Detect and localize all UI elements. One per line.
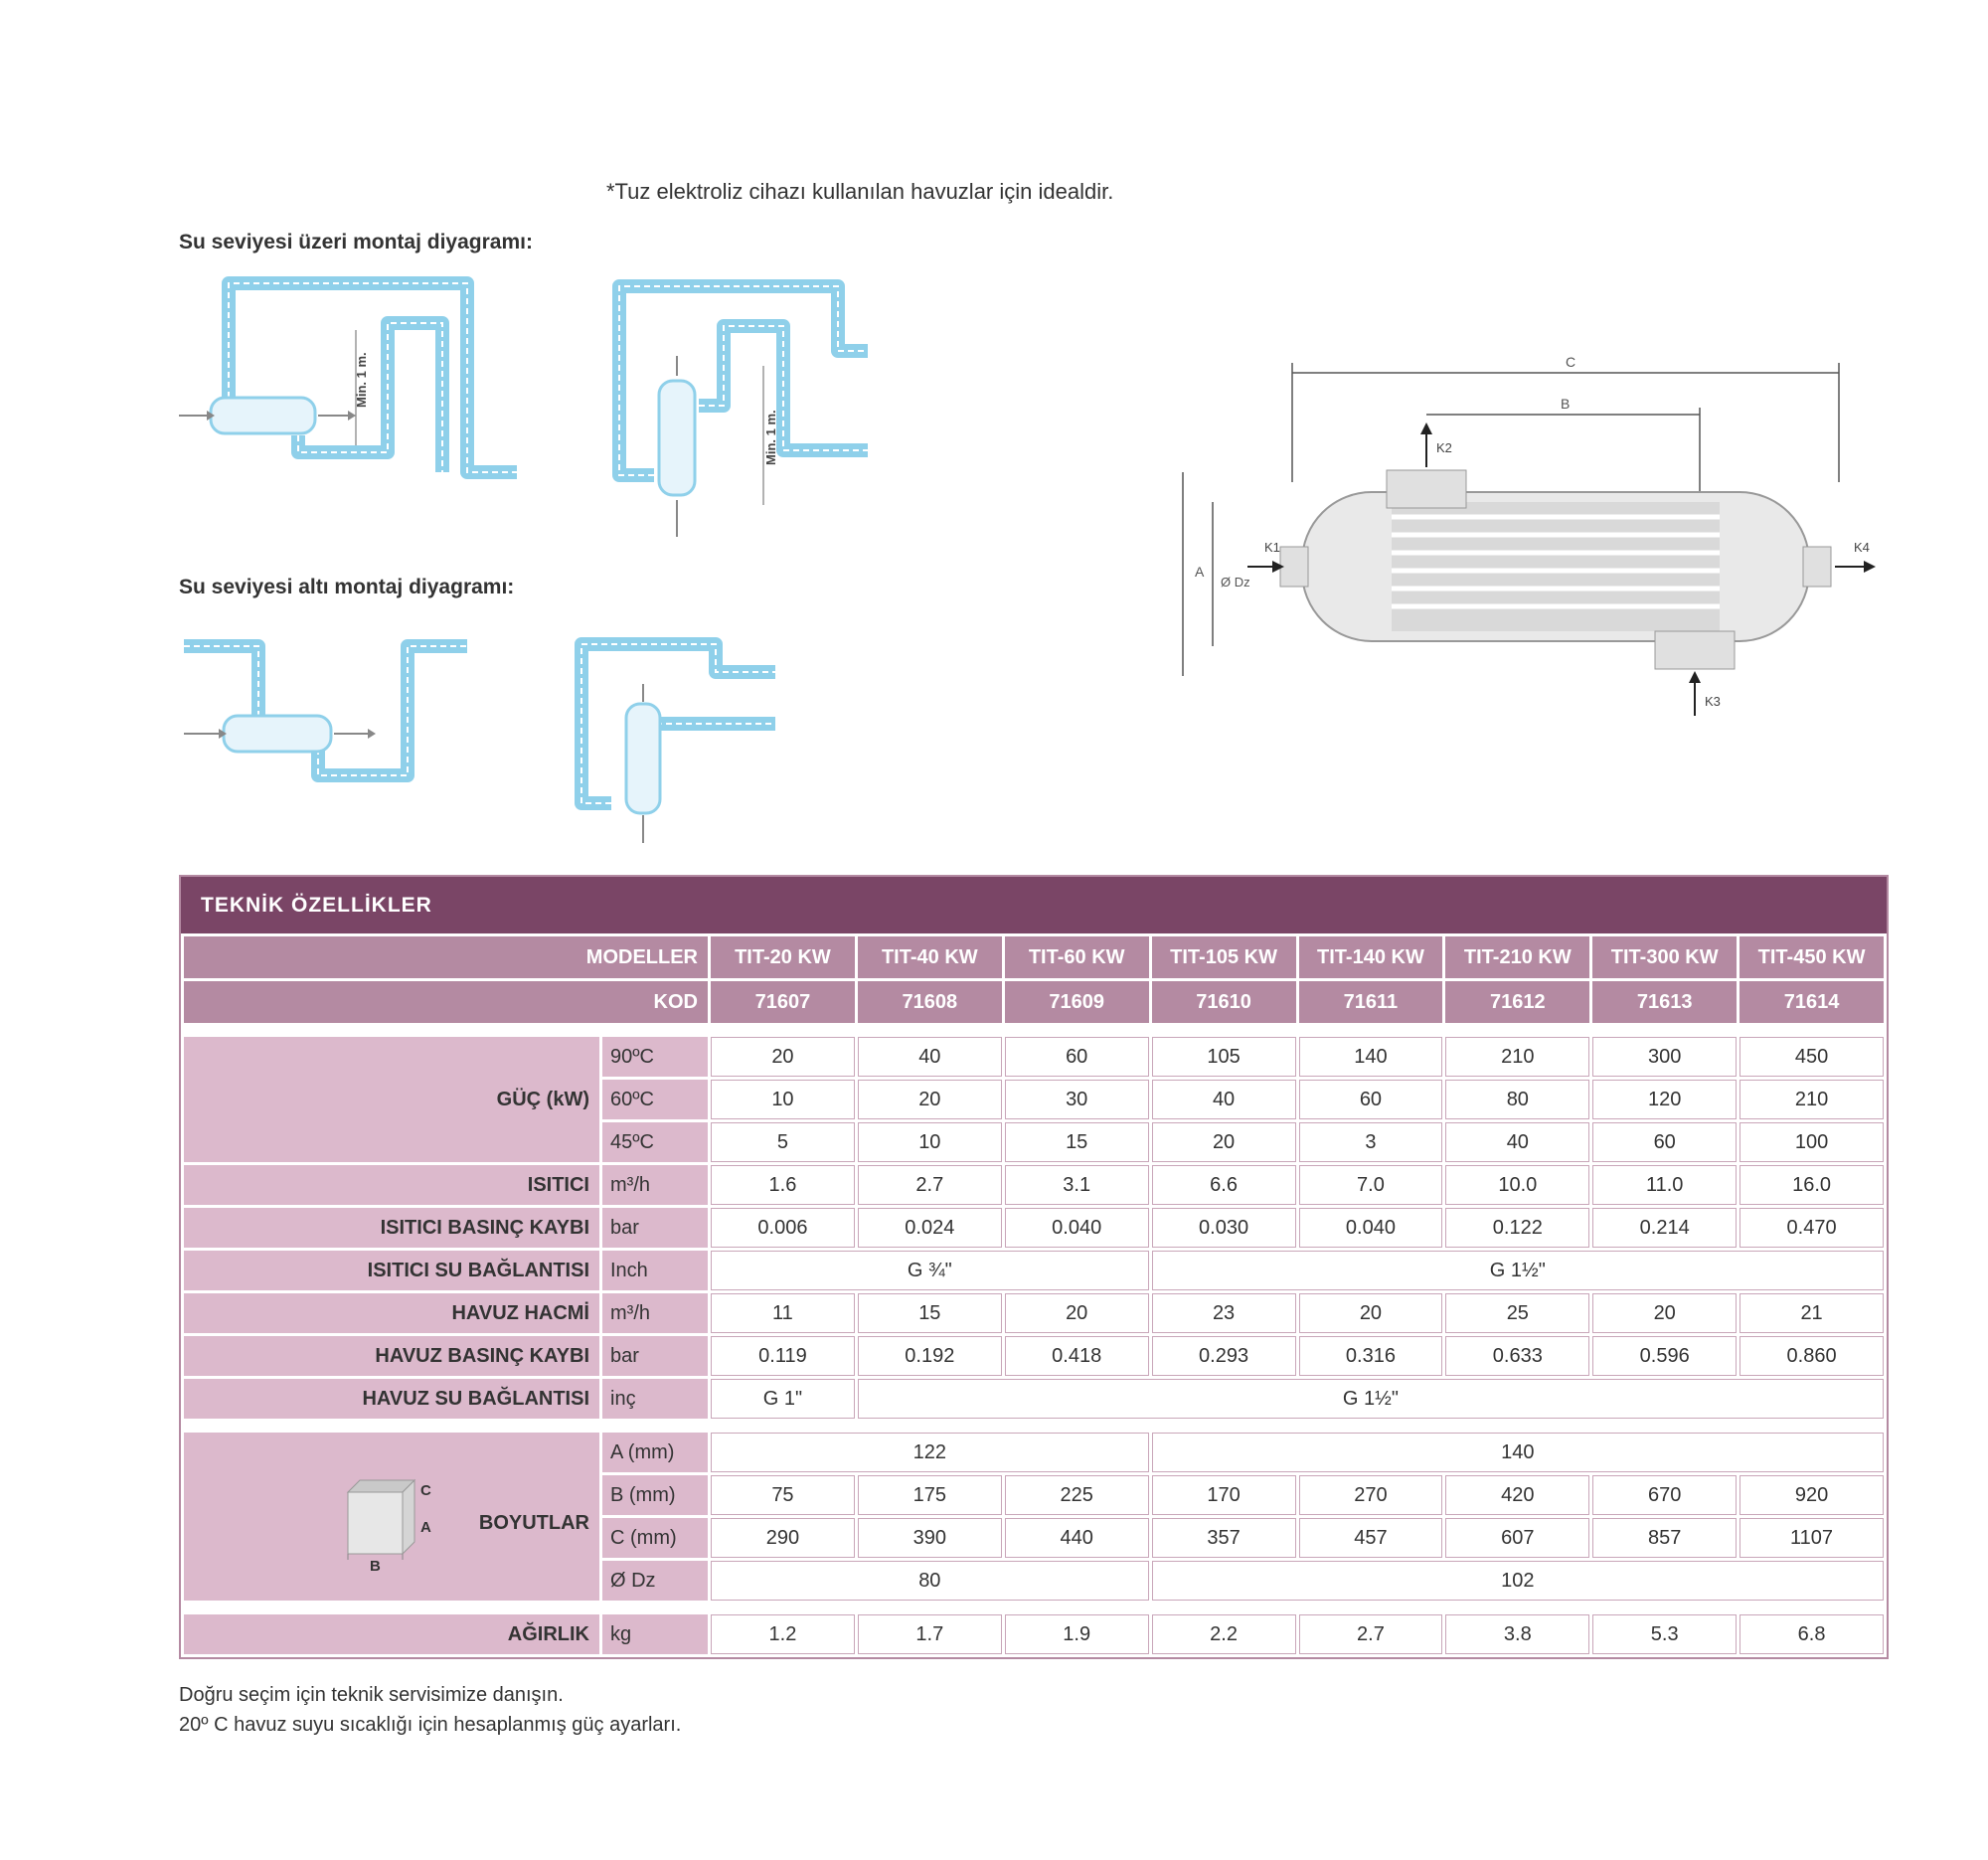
table-cell: 390 [858,1518,1002,1558]
table-cell: 15 [1005,1122,1149,1162]
spec-table [179,875,1889,1659]
row-label: ISITICI [184,1165,599,1205]
table-cell: 7.0 [1299,1165,1443,1205]
table-cell: 40 [858,1037,1002,1077]
below-vertical-diagram [567,634,785,853]
model-cell: TIT-20 KW [711,936,855,978]
model-cell: TIT-60 KW [1005,936,1149,978]
table-cell: 357 [1152,1518,1296,1558]
table-cell: 0.024 [858,1208,1002,1248]
row-label: AĞIRLIK [184,1614,599,1654]
table-cell: 300 [1592,1037,1737,1077]
code-label: KOD [184,981,708,1023]
table-cell: 3.8 [1445,1614,1589,1654]
table-cell: 2.2 [1152,1614,1296,1654]
code-cell: 71612 [1445,981,1589,1023]
table-cell: 670 [1592,1475,1737,1515]
heat-exchanger-below-shape [224,716,331,752]
code-cell: 71609 [1005,981,1149,1023]
table-cell: 100 [1740,1122,1884,1162]
k3-label: K3 [1705,694,1721,709]
table-cell: G 1½" [1152,1251,1884,1290]
table-cell: 0.006 [711,1208,855,1248]
cube-label-b: B [370,1558,381,1575]
table-cell: 1.6 [711,1165,855,1205]
footnote-1: Doğru seçim için teknik servisimize danışın. [179,1684,564,1706]
power-unit: 90ºC [602,1037,708,1077]
table-cell: 857 [1592,1518,1737,1558]
model-cell: TIT-140 KW [1299,936,1443,978]
model-cell: TIT-300 KW [1592,936,1737,978]
table-cell: 0.040 [1299,1208,1443,1248]
above-horizontal-diagram [179,268,527,487]
row-unit: C (mm) [602,1518,708,1558]
table-cell: 20 [1005,1293,1149,1333]
table-cell: G ¾" [711,1251,1149,1290]
table-cell: 0.293 [1152,1336,1296,1376]
model-cell: TIT-450 KW [1740,936,1884,978]
code-cell: 71613 [1592,981,1737,1023]
heat-exchanger-vertical-below-shape [626,704,660,813]
power-unit: 60ºC [602,1080,708,1119]
table-cell: 6.6 [1152,1165,1296,1205]
below-horizontal-diagram [179,631,477,790]
row-unit: bar [602,1208,708,1248]
k2-label: K2 [1436,440,1452,455]
above-water-title: Su seviyesi üzeri montaj diyagramı: [179,231,533,254]
row-unit: A (mm) [602,1433,708,1472]
dim-b-label: B [1561,396,1571,412]
code-row [184,981,1884,1023]
table-cell: 3.1 [1005,1165,1149,1205]
table-cell: 0.214 [1592,1208,1737,1248]
dimension-cube-icon [343,1474,432,1580]
footnote-2: 20º C havuz suyu sıcaklığı için hesaplanmış güç ayarları. [179,1714,682,1736]
model-cell: TIT-40 KW [858,936,1002,978]
table-cell: 3 [1299,1122,1443,1162]
code-cell: 71608 [858,981,1002,1023]
table-cell: 10 [711,1080,855,1119]
table-cell: 5 [711,1122,855,1162]
table-cell: 140 [1152,1433,1884,1472]
table-cell: 1.2 [711,1614,855,1654]
table-cell: 15 [858,1293,1002,1333]
code-cell: 71611 [1299,981,1443,1023]
power-row-90 [184,1037,1884,1077]
table-cell: 2.7 [858,1165,1002,1205]
dim-c-label: C [1566,354,1576,370]
table-cell: 0.030 [1152,1208,1296,1248]
table-cell: 607 [1445,1518,1589,1558]
dims-label: BOYUTLAR [478,1512,589,1534]
table-cell: 20 [1299,1293,1443,1333]
power-unit: 45ºC [602,1122,708,1162]
heat-exchanger-vertical-shape [659,381,695,495]
code-cell: 71614 [1740,981,1884,1023]
table-cell: 0.418 [1005,1336,1149,1376]
heater-loss-row [184,1208,1884,1248]
cube-label-a: A [420,1519,431,1536]
top-note: *Tuz elektroliz cihazı kullanılan havuzlar için idealdir. [606,179,1114,204]
table-cell: 20 [711,1037,855,1077]
pool-volume-row [184,1293,1884,1333]
row-unit: m³/h [602,1293,708,1333]
table-cell: 420 [1445,1475,1589,1515]
table-cell: 210 [1445,1037,1589,1077]
table-cell: 40 [1152,1080,1296,1119]
table-cell: 102 [1152,1561,1884,1601]
k4-label: K4 [1854,540,1870,555]
dim-a-label: A [1195,564,1205,580]
row-unit: bar [602,1336,708,1376]
table-cell: 105 [1152,1037,1296,1077]
row-unit: Inch [602,1251,708,1290]
table-cell: 10.0 [1445,1165,1589,1205]
code-cell: 71610 [1152,981,1296,1023]
technical-drawing [1173,353,1899,731]
weight-row [184,1614,1884,1654]
table-cell: 25 [1445,1293,1589,1333]
table-cell: G 1½" [858,1379,1884,1419]
table-cell: 175 [858,1475,1002,1515]
table-cell: 60 [1005,1037,1149,1077]
pool-loss-row [184,1336,1884,1376]
power-label: GÜÇ (kW) [184,1037,599,1162]
row-unit: B (mm) [602,1475,708,1515]
table-cell: 225 [1005,1475,1149,1515]
min-1m-label-2: Min. 1 m. [763,410,778,465]
table-cell: 270 [1299,1475,1443,1515]
row-label: ISITICI BASINÇ KAYBI [184,1208,599,1248]
table-cell: 170 [1152,1475,1296,1515]
table-cell: 23 [1152,1293,1296,1333]
table-cell: 120 [1592,1080,1737,1119]
table-cell: 0.122 [1445,1208,1589,1248]
k1-label: K1 [1264,540,1280,555]
table-cell: 20 [858,1080,1002,1119]
spec-table-title: TEKNİK ÖZELLİKLER [181,877,1887,933]
table-cell: G 1" [711,1379,855,1419]
table-cell: 0.633 [1445,1336,1589,1376]
table-cell: 140 [1299,1037,1443,1077]
above-vertical-diagram [604,276,873,555]
table-cell: 0.860 [1740,1336,1884,1376]
table-cell: 0.596 [1592,1336,1737,1376]
table-cell: 920 [1740,1475,1884,1515]
table-cell: 40 [1445,1122,1589,1162]
row-label: HAVUZ HACMİ [184,1293,599,1333]
row-unit: Ø Dz [602,1561,708,1601]
table-cell: 10 [858,1122,1002,1162]
models-row [184,936,1884,978]
table-cell: 60 [1592,1122,1737,1162]
table-cell: 60 [1299,1080,1443,1119]
table-cell: 11.0 [1592,1165,1737,1205]
code-cell: 71607 [711,981,855,1023]
min-1m-label: Min. 1 m. [354,352,369,408]
table-cell: 80 [711,1561,1149,1601]
dim-dz-label: Ø Dz [1221,575,1250,590]
table-cell: 440 [1005,1518,1149,1558]
heater-conn-row [184,1251,1884,1290]
row-unit: kg [602,1614,708,1654]
model-cell: TIT-210 KW [1445,936,1589,978]
table-cell: 20 [1152,1122,1296,1162]
table-cell: 5.3 [1592,1614,1737,1654]
dims-label-cell [184,1433,599,1601]
table-cell: 0.316 [1299,1336,1443,1376]
heater-row [184,1165,1884,1205]
table-cell: 75 [711,1475,855,1515]
row-unit: inç [602,1379,708,1419]
table-cell: 6.8 [1740,1614,1884,1654]
table-cell: 457 [1299,1518,1443,1558]
pool-conn-row [184,1379,1884,1419]
cube-label-c: C [420,1482,431,1499]
model-cell: TIT-105 KW [1152,936,1296,978]
table-cell: 0.119 [711,1336,855,1376]
table-cell: 1107 [1740,1518,1884,1558]
table-cell: 21 [1740,1293,1884,1333]
table-cell: 1.7 [858,1614,1002,1654]
models-label: MODELLER [184,936,708,978]
dim-a-row [184,1433,1884,1472]
row-label: HAVUZ BASINÇ KAYBI [184,1336,599,1376]
row-label: ISITICI SU BAĞLANTISI [184,1251,599,1290]
table-cell: 20 [1592,1293,1737,1333]
row-label: HAVUZ SU BAĞLANTISI [184,1379,599,1419]
table-cell: 0.040 [1005,1208,1149,1248]
table-cell: 16.0 [1740,1165,1884,1205]
table-cell: 80 [1445,1080,1589,1119]
below-water-title: Su seviyesi altı montaj diyagramı: [179,576,515,598]
table-cell: 0.192 [858,1336,1002,1376]
table-cell: 210 [1740,1080,1884,1119]
table-cell: 1.9 [1005,1614,1149,1654]
table-cell: 0.470 [1740,1208,1884,1248]
table-cell: 122 [711,1433,1149,1472]
table-cell: 2.7 [1299,1614,1443,1654]
table-cell: 450 [1740,1037,1884,1077]
heat-exchanger-shape [211,398,315,433]
table-cell: 30 [1005,1080,1149,1119]
row-unit: m³/h [602,1165,708,1205]
table-cell: 290 [711,1518,855,1558]
table-cell: 11 [711,1293,855,1333]
